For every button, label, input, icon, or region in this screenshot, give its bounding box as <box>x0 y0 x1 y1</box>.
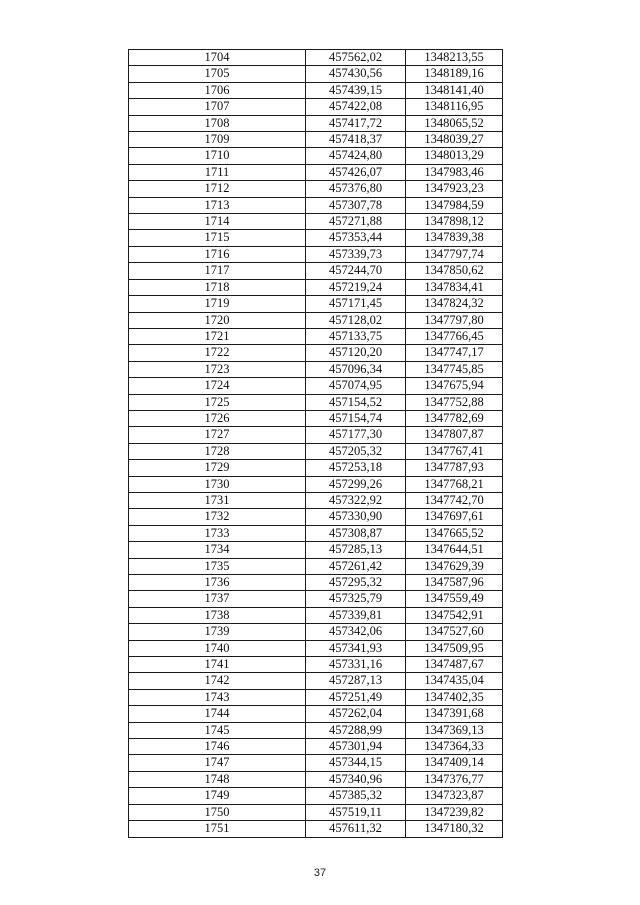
point-number-cell: 1733 <box>129 525 306 541</box>
x-coordinate-cell: 457339,81 <box>306 607 406 623</box>
point-number-cell: 1712 <box>129 181 306 197</box>
table-row <box>129 525 503 541</box>
point-number-cell: 1745 <box>129 722 306 738</box>
x-coordinate-cell: 457253,18 <box>306 460 406 476</box>
coordinates-table-body <box>129 50 503 838</box>
x-coordinate-cell: 457251,49 <box>306 689 406 705</box>
point-number-cell: 1738 <box>129 607 306 623</box>
x-coordinate-cell: 457133,75 <box>306 328 406 344</box>
table-row <box>129 591 503 607</box>
point-number-cell: 1731 <box>129 492 306 508</box>
point-number-cell: 1734 <box>129 542 306 558</box>
point-number-cell: 1719 <box>129 296 306 312</box>
x-coordinate-cell: 457418,37 <box>306 132 406 148</box>
point-number-cell: 1708 <box>129 115 306 131</box>
y-coordinate-cell: 1348039,27 <box>406 132 503 148</box>
y-coordinate-cell: 1347742,70 <box>406 492 503 508</box>
point-number-cell: 1705 <box>129 66 306 82</box>
x-coordinate-cell: 457205,32 <box>306 443 406 459</box>
y-coordinate-cell: 1347782,69 <box>406 410 503 426</box>
x-coordinate-cell: 457301,94 <box>306 739 406 755</box>
y-coordinate-cell: 1347435,04 <box>406 673 503 689</box>
table-row <box>129 345 503 361</box>
table-row <box>129 132 503 148</box>
y-coordinate-cell: 1347180,32 <box>406 821 503 837</box>
y-coordinate-cell: 1347850,62 <box>406 263 503 279</box>
x-coordinate-cell: 457424,80 <box>306 148 406 164</box>
table-row <box>129 821 503 837</box>
table-row <box>129 460 503 476</box>
table-row <box>129 164 503 180</box>
x-coordinate-cell: 457299,26 <box>306 476 406 492</box>
table-row <box>129 722 503 738</box>
point-number-cell: 1720 <box>129 312 306 328</box>
table-row <box>129 410 503 426</box>
table-row <box>129 181 503 197</box>
table-row <box>129 575 503 591</box>
x-coordinate-cell: 457285,13 <box>306 542 406 558</box>
point-number-cell: 1739 <box>129 624 306 640</box>
x-coordinate-cell: 457295,32 <box>306 575 406 591</box>
x-coordinate-cell: 457244,70 <box>306 263 406 279</box>
y-coordinate-cell: 1347376,77 <box>406 771 503 787</box>
point-number-cell: 1724 <box>129 378 306 394</box>
table-row <box>129 657 503 673</box>
x-coordinate-cell: 457128,02 <box>306 312 406 328</box>
y-coordinate-cell: 1347665,52 <box>406 525 503 541</box>
x-coordinate-cell: 457330,90 <box>306 509 406 525</box>
y-coordinate-cell: 1347644,51 <box>406 542 503 558</box>
point-number-cell: 1748 <box>129 771 306 787</box>
table-row <box>129 624 503 640</box>
table-row <box>129 755 503 771</box>
table-row <box>129 197 503 213</box>
x-coordinate-cell: 457611,32 <box>306 821 406 837</box>
y-coordinate-cell: 1347839,38 <box>406 230 503 246</box>
y-coordinate-cell: 1347391,68 <box>406 706 503 722</box>
point-number-cell: 1721 <box>129 328 306 344</box>
point-number-cell: 1732 <box>129 509 306 525</box>
point-number-cell: 1714 <box>129 214 306 230</box>
table-row <box>129 771 503 787</box>
point-number-cell: 1730 <box>129 476 306 492</box>
point-number-cell: 1711 <box>129 164 306 180</box>
table-row <box>129 230 503 246</box>
point-number-cell: 1713 <box>129 197 306 213</box>
x-coordinate-cell: 457430,56 <box>306 66 406 82</box>
x-coordinate-cell: 457271,88 <box>306 214 406 230</box>
table-row <box>129 427 503 443</box>
table-row <box>129 279 503 295</box>
point-number-cell: 1744 <box>129 706 306 722</box>
x-coordinate-cell: 457261,42 <box>306 558 406 574</box>
x-coordinate-cell: 457331,16 <box>306 657 406 673</box>
x-coordinate-cell: 457096,34 <box>306 361 406 377</box>
x-coordinate-cell: 457342,06 <box>306 624 406 640</box>
table-row <box>129 673 503 689</box>
coordinates-table <box>128 49 503 838</box>
y-coordinate-cell: 1348189,16 <box>406 66 503 82</box>
point-number-cell: 1727 <box>129 427 306 443</box>
point-number-cell: 1722 <box>129 345 306 361</box>
table-row <box>129 788 503 804</box>
table-row <box>129 492 503 508</box>
point-number-cell: 1717 <box>129 263 306 279</box>
y-coordinate-cell: 1347768,21 <box>406 476 503 492</box>
y-coordinate-cell: 1347409,14 <box>406 755 503 771</box>
y-coordinate-cell: 1347527,60 <box>406 624 503 640</box>
y-coordinate-cell: 1348141,40 <box>406 82 503 98</box>
y-coordinate-cell: 1347745,85 <box>406 361 503 377</box>
x-coordinate-cell: 457262,04 <box>306 706 406 722</box>
point-number-cell: 1725 <box>129 394 306 410</box>
x-coordinate-cell: 457325,79 <box>306 591 406 607</box>
table-row <box>129 476 503 492</box>
table-row <box>129 328 503 344</box>
x-coordinate-cell: 457385,32 <box>306 788 406 804</box>
x-coordinate-cell: 457154,74 <box>306 410 406 426</box>
x-coordinate-cell: 457308,87 <box>306 525 406 541</box>
point-number-cell: 1742 <box>129 673 306 689</box>
point-number-cell: 1718 <box>129 279 306 295</box>
x-coordinate-cell: 457353,44 <box>306 230 406 246</box>
table-row <box>129 706 503 722</box>
x-coordinate-cell: 457344,15 <box>306 755 406 771</box>
table-row <box>129 115 503 131</box>
table-row <box>129 66 503 82</box>
point-number-cell: 1710 <box>129 148 306 164</box>
point-number-cell: 1707 <box>129 99 306 115</box>
x-coordinate-cell: 457288,99 <box>306 722 406 738</box>
table-row <box>129 443 503 459</box>
y-coordinate-cell: 1347834,41 <box>406 279 503 295</box>
y-coordinate-cell: 1347752,88 <box>406 394 503 410</box>
y-coordinate-cell: 1347509,95 <box>406 640 503 656</box>
table-row <box>129 246 503 262</box>
point-number-cell: 1728 <box>129 443 306 459</box>
y-coordinate-cell: 1347697,61 <box>406 509 503 525</box>
x-coordinate-cell: 457422,08 <box>306 99 406 115</box>
table-row <box>129 509 503 525</box>
table-row <box>129 148 503 164</box>
point-number-cell: 1716 <box>129 246 306 262</box>
table-row <box>129 214 503 230</box>
x-coordinate-cell: 457417,72 <box>306 115 406 131</box>
point-number-cell: 1726 <box>129 410 306 426</box>
point-number-cell: 1715 <box>129 230 306 246</box>
x-coordinate-cell: 457074,95 <box>306 378 406 394</box>
y-coordinate-cell: 1347559,49 <box>406 591 503 607</box>
table-row <box>129 640 503 656</box>
point-number-cell: 1737 <box>129 591 306 607</box>
table-row <box>129 82 503 98</box>
x-coordinate-cell: 457341,93 <box>306 640 406 656</box>
table-row <box>129 296 503 312</box>
point-number-cell: 1740 <box>129 640 306 656</box>
y-coordinate-cell: 1347807,87 <box>406 427 503 443</box>
y-coordinate-cell: 1347369,13 <box>406 722 503 738</box>
table-row <box>129 394 503 410</box>
table-row <box>129 312 503 328</box>
x-coordinate-cell: 457171,45 <box>306 296 406 312</box>
y-coordinate-cell: 1347766,45 <box>406 328 503 344</box>
point-number-cell: 1749 <box>129 788 306 804</box>
x-coordinate-cell: 457307,78 <box>306 197 406 213</box>
y-coordinate-cell: 1347402,35 <box>406 689 503 705</box>
y-coordinate-cell: 1347898,12 <box>406 214 503 230</box>
y-coordinate-cell: 1347487,67 <box>406 657 503 673</box>
y-coordinate-cell: 1348065,52 <box>406 115 503 131</box>
x-coordinate-cell: 457322,92 <box>306 492 406 508</box>
y-coordinate-cell: 1347984,59 <box>406 197 503 213</box>
y-coordinate-cell: 1347675,94 <box>406 378 503 394</box>
y-coordinate-cell: 1347542,91 <box>406 607 503 623</box>
table-row <box>129 607 503 623</box>
point-number-cell: 1729 <box>129 460 306 476</box>
y-coordinate-cell: 1348013,29 <box>406 148 503 164</box>
y-coordinate-cell: 1348213,55 <box>406 50 503 66</box>
table-row <box>129 361 503 377</box>
y-coordinate-cell: 1347239,82 <box>406 804 503 820</box>
table-row <box>129 558 503 574</box>
table-row <box>129 99 503 115</box>
y-coordinate-cell: 1347787,93 <box>406 460 503 476</box>
y-coordinate-cell: 1347587,96 <box>406 575 503 591</box>
x-coordinate-cell: 457154,52 <box>306 394 406 410</box>
y-coordinate-cell: 1347983,46 <box>406 164 503 180</box>
y-coordinate-cell: 1347323,87 <box>406 788 503 804</box>
table-row <box>129 50 503 66</box>
y-coordinate-cell: 1347923,23 <box>406 181 503 197</box>
page-number: 37 <box>313 867 327 879</box>
point-number-cell: 1706 <box>129 82 306 98</box>
y-coordinate-cell: 1347797,74 <box>406 246 503 262</box>
table-row <box>129 542 503 558</box>
point-number-cell: 1746 <box>129 739 306 755</box>
table-row <box>129 739 503 755</box>
point-number-cell: 1741 <box>129 657 306 673</box>
point-number-cell: 1747 <box>129 755 306 771</box>
x-coordinate-cell: 457439,15 <box>306 82 406 98</box>
point-number-cell: 1704 <box>129 50 306 66</box>
y-coordinate-cell: 1347767,41 <box>406 443 503 459</box>
y-coordinate-cell: 1347824,32 <box>406 296 503 312</box>
point-number-cell: 1723 <box>129 361 306 377</box>
point-number-cell: 1735 <box>129 558 306 574</box>
x-coordinate-cell: 457120,20 <box>306 345 406 361</box>
y-coordinate-cell: 1347364,33 <box>406 739 503 755</box>
table-row <box>129 689 503 705</box>
x-coordinate-cell: 457287,13 <box>306 673 406 689</box>
x-coordinate-cell: 457562,02 <box>306 50 406 66</box>
x-coordinate-cell: 457339,73 <box>306 246 406 262</box>
point-number-cell: 1736 <box>129 575 306 591</box>
x-coordinate-cell: 457376,80 <box>306 181 406 197</box>
y-coordinate-cell: 1348116,95 <box>406 99 503 115</box>
table-row <box>129 378 503 394</box>
point-number-cell: 1743 <box>129 689 306 705</box>
y-coordinate-cell: 1347747,17 <box>406 345 503 361</box>
y-coordinate-cell: 1347797,80 <box>406 312 503 328</box>
point-number-cell: 1709 <box>129 132 306 148</box>
x-coordinate-cell: 457340,96 <box>306 771 406 787</box>
table-row <box>129 804 503 820</box>
x-coordinate-cell: 457426,07 <box>306 164 406 180</box>
x-coordinate-cell: 457177,30 <box>306 427 406 443</box>
table-row <box>129 263 503 279</box>
point-number-cell: 1750 <box>129 804 306 820</box>
x-coordinate-cell: 457519,11 <box>306 804 406 820</box>
point-number-cell: 1751 <box>129 821 306 837</box>
x-coordinate-cell: 457219,24 <box>306 279 406 295</box>
y-coordinate-cell: 1347629,39 <box>406 558 503 574</box>
